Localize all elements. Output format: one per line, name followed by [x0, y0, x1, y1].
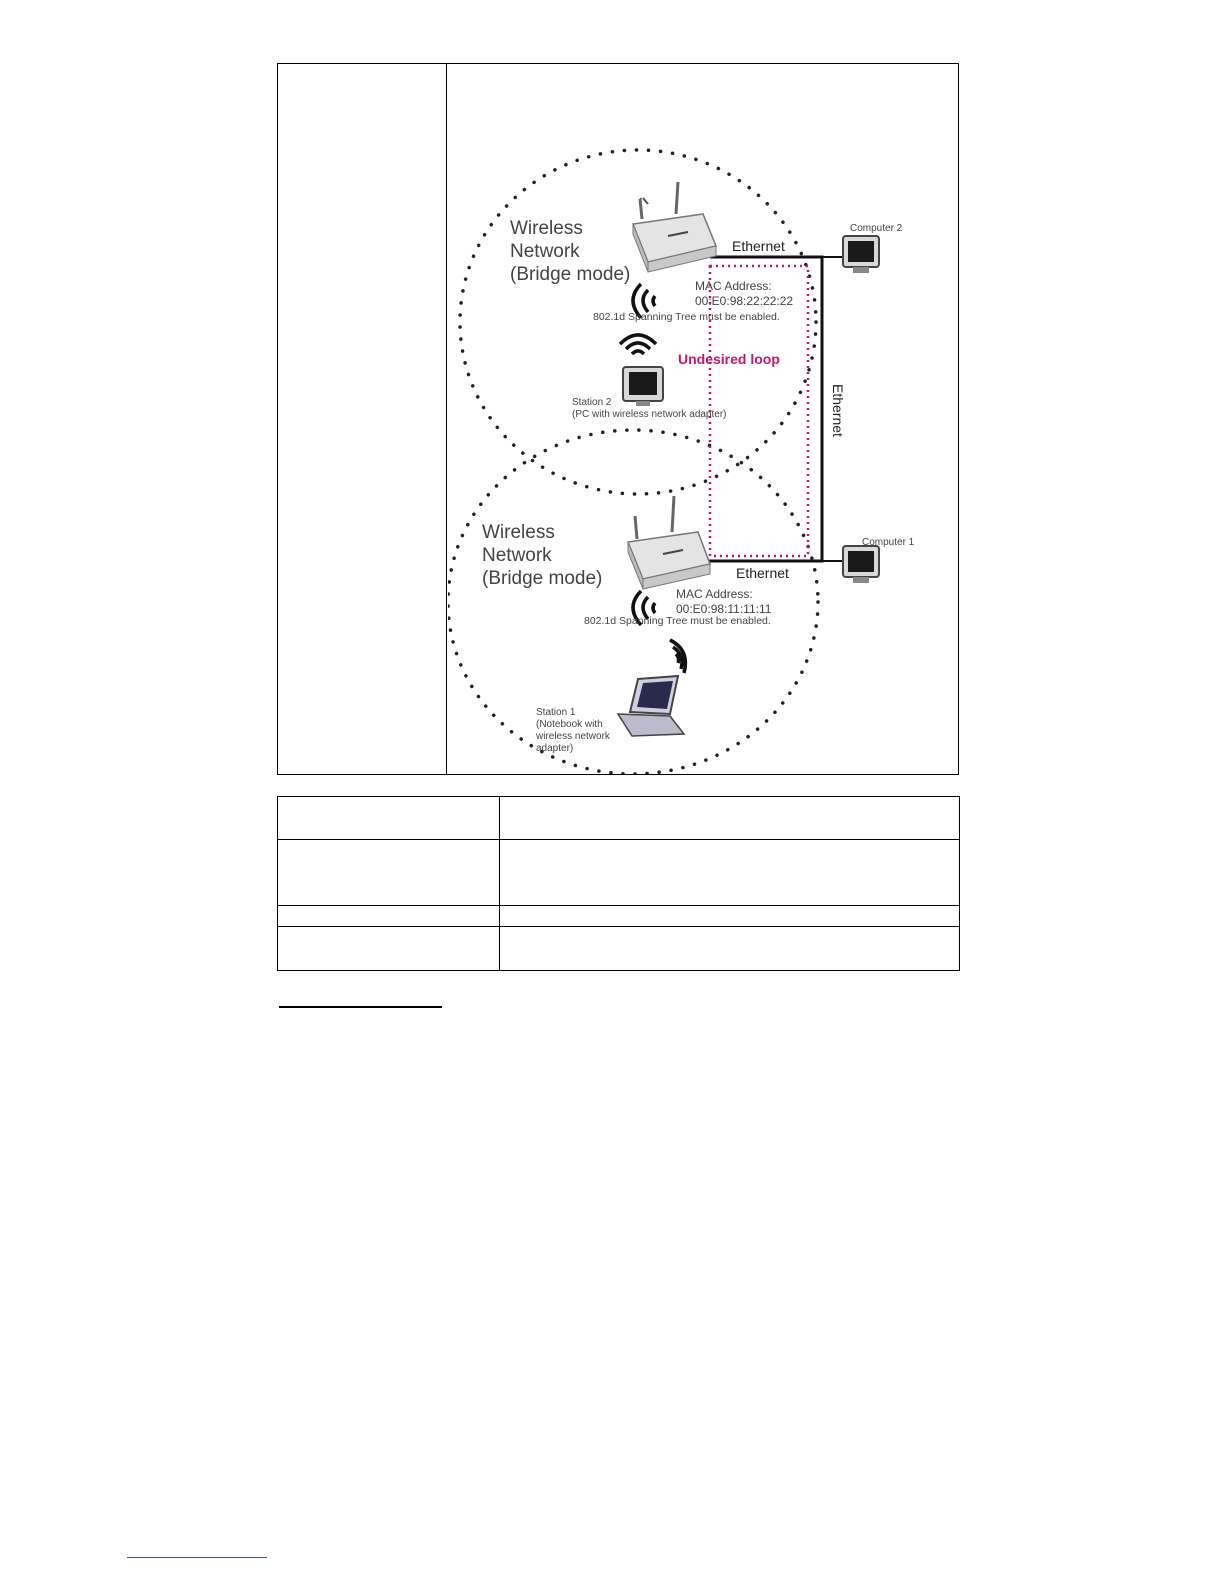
- station-2-monitor-icon: [623, 367, 663, 406]
- table-cell: [500, 797, 960, 840]
- section-underline: [279, 1006, 442, 1008]
- station-1-line-1: Station 1: [536, 707, 576, 718]
- wireless-signal-icon-station-2: [620, 335, 656, 354]
- ethernet-bottom-label: Ethernet: [736, 565, 789, 581]
- table-row: [278, 927, 960, 971]
- mac-bottom-value: 00:E0:98:11:11:11: [676, 602, 772, 616]
- mac-bottom-label: MAC Address:: [676, 587, 753, 601]
- diagram-svg: [448, 64, 958, 774]
- station-2-line-2: (PC with wireless network adapter): [572, 409, 727, 420]
- network-bottom-line-3: (Bridge mode): [482, 568, 603, 589]
- footnote-separator: [127, 1557, 267, 1558]
- ethernet-top-label: Ethernet: [732, 238, 785, 254]
- bridge-loop-diagram: [448, 64, 958, 774]
- ethernet-wire-bottom: [706, 494, 822, 561]
- table-cell: [500, 840, 960, 906]
- diagram-label-cell: [278, 64, 446, 774]
- station-1-line-2: (Notebook with: [536, 719, 603, 730]
- station-1-line-4: adapter): [536, 743, 574, 754]
- network-bottom-line-1: Wireless: [482, 522, 555, 543]
- network-top-line-2: Network: [510, 241, 580, 262]
- table-cell: [500, 906, 960, 927]
- loop-label: Undesired loop: [678, 351, 780, 367]
- computer-2-label: Computer 2: [850, 223, 903, 234]
- table-row: [278, 840, 960, 906]
- station-1-notebook-icon: [618, 676, 684, 736]
- wireless-signal-icon-station-1: [670, 640, 685, 673]
- mac-top-label: MAC Address:: [695, 279, 772, 293]
- table-cell: [278, 797, 500, 840]
- access-point-top-icon: [633, 182, 716, 272]
- station-1-line-3: wireless network: [536, 731, 610, 742]
- access-point-bottom-icon: [628, 496, 710, 589]
- table-cell: [278, 927, 500, 971]
- computer-2-monitor-icon: [843, 236, 879, 273]
- table-row: [278, 797, 960, 840]
- station-2-line-1: Station 2: [572, 397, 612, 408]
- computer-1-monitor-icon: [843, 546, 879, 583]
- settings-table: [277, 796, 960, 971]
- stp-top-note: 802.1d Spanning Tree must be enabled.: [593, 311, 780, 323]
- network-top-line-1: Wireless: [510, 218, 583, 239]
- table-cell: [278, 906, 500, 927]
- mac-top-value: 00:E0:98:22:22:22: [695, 294, 794, 308]
- network-bottom-line-2: Network: [482, 545, 552, 566]
- table-cell: [500, 927, 960, 971]
- ethernet-vertical-label: Ethernet: [830, 384, 846, 437]
- table-row: [278, 906, 960, 927]
- network-top-line-3: (Bridge mode): [510, 264, 631, 285]
- diagram-table: [277, 63, 959, 775]
- computer-1-label: Computer 1: [862, 537, 915, 548]
- table-divider: [446, 64, 447, 774]
- table-cell: [278, 840, 500, 906]
- stp-bottom-note: 802.1d Spanning Tree must be enabled.: [584, 615, 771, 627]
